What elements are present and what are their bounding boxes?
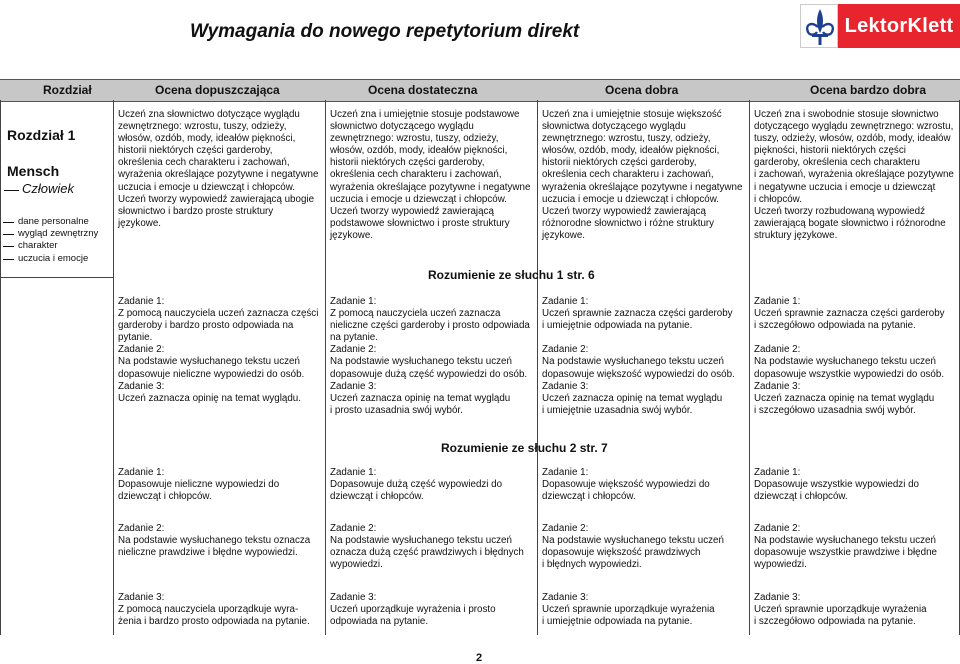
document-title: Wymagania do nowego repetytorium direkt xyxy=(190,21,580,42)
header-ocena-dostateczna: Ocena dostateczna xyxy=(368,83,478,97)
listen2-task1-dopuszczajaca: Zadanie 1: Dopasowuje nieliczne wypowiedzi do dziewcząt i chłopców. xyxy=(118,467,280,503)
chapter-subtitle: Człowiek xyxy=(22,181,75,196)
listen2-task3-dopuszczajaca: Zadanie 3: Z pomocą nauczyciela uporządkuje wyra- żenia i bardzo prosto odpowiada na pytanie. xyxy=(118,592,310,628)
section-listening-2: Rozumienie ze słuchu 2 str. 7 xyxy=(441,441,608,455)
grid-line xyxy=(113,100,114,635)
listen2-task2-dobra: Zadanie 2: Na podstawie wysłuchanego tekstu uczeń dopasowuje większość prawdziwych i błędnych wypowiedzi. xyxy=(542,523,724,571)
header-ocena-bardzo-dobra: Ocena bardzo dobra xyxy=(810,83,927,97)
lektorklett-logo xyxy=(800,4,960,48)
logo-text: LektorKlett xyxy=(838,4,960,48)
listen2-task1-dobra: Zadanie 1: Dopasowuje większość wypowiedzi do dziewcząt i chłopców. xyxy=(542,467,710,503)
header-ocena-dopuszczajaca: Ocena dopuszczająca xyxy=(155,83,280,97)
grid-line xyxy=(749,100,750,635)
listen2-task3-dostateczna: Zadanie 3: Uczeń uporządkuje wyrażenia i prosto odpowiada na pytanie. xyxy=(330,592,496,628)
grid-line xyxy=(0,277,113,278)
listen2-task1-bardzo-dobra: Zadanie 1: Dopasowuje wszystkie wypowiedzi do dziewcząt i chłopców. xyxy=(754,467,919,503)
vocab-cell-bardzo-dobra: Uczeń zna i swobodnie stosuje słownictwo dotyczącego wyglądu zewnętrznego: wzrostu, tuszy, odzieży, włosów, ozdób, mody, ideałów piękności, historii niektórych części garderoby, określenia cech charakteru i zachowań, wyrażenia określające pozytywne i negatywne uczucia i emocje u dziewcząt i chłopców. Uczeń tworzy rozbudowaną wypowiedź zawierającą bogate słownictwo i różnorodne struktury językowe. xyxy=(754,109,954,241)
listen2-task1-dostateczna: Zadanie 1: Dopasowuje dużą część wypowiedzi do dziewcząt i chłopców. xyxy=(330,467,503,503)
vocab-cell-dobra: Uczeń zna i umiejętnie stosuje większość słownictwa dotyczącego wyglądu zewnętrznego: wzrostu, tuszy, odzieży, włosów, ozdób, mody, ideałów piękności, historii niektórych części garderoby, określenia cech charakteru i zachowań, wyrażenia określające pozytywne i negatywne uczucia i emocje u dziewcząt i chłopców. Uczeń tworzy wypowiedź zawierającą różnorodne słownictwo i różne struktury językowe. xyxy=(542,109,743,241)
listen1-cell-dostateczna: Zadanie 1: Z pomocą nauczyciela uczeń zaznacza nieliczne części garderoby i prosto odpowiada na pytanie. Zadanie 2: Na podstawie wysłuchanego tekstu uczeń dopasowuje dużą część wypowiedzi do osób. Zadanie 3: Uczeń zaznacza opinię na temat wyglądu i prosto uzasadnia swój wybór. xyxy=(330,296,530,416)
grid-line xyxy=(325,100,326,635)
header-rozdzial: Rozdział xyxy=(43,83,92,97)
page-number: 2 xyxy=(476,652,483,664)
listen1-cell-dopuszczajaca: Zadanie 1: Z pomocą nauczyciela uczeń zaznacza części garderoby i bardzo prosto odpowiada na pytanie. Zadanie 2: Na podstawie wysłuchanego tekstu uczeń dopasowuje nieliczne wypowiedzi do osób. Zadanie 3: Uczeń zaznacza opinię na temat wyglądu. xyxy=(118,296,319,404)
grid-line xyxy=(0,100,1,635)
vocab-cell-dostateczna: Uczeń zna i umiejętnie stosuje podstawowe słownictwo dotyczącego wyglądu zewnętrznego: wzrostu, tuszy, odzieży, włosów, ozdób, mody, ideałów piękności, historii niektórych części garderoby, określenia cech charakteru i zachowań, wyrażenia określające pozytywne i negatywne uczucia i emocje u dziewcząt i chłopców. Uczeń tworzy wypowiedź zawierającą podstawowe słownictwo i proste struktury językowe. xyxy=(330,109,531,241)
listen2-task2-bardzo-dobra: Zadanie 2: Na podstawie wysłuchanego tekstu uczeń dopasowuje wszystkie prawdziwe i błędne wypowiedzi. xyxy=(754,523,937,571)
listen2-task3-bardzo-dobra: Zadanie 3: Uczeń sprawnie uporządkuje wyrażenia i szczegółowo odpowiada na pytanie. xyxy=(754,592,927,628)
listen1-cell-bardzo-dobra: Zadanie 1: Uczeń sprawnie zaznacza części garderoby i szczegółowo odpowiada na pytanie. Zadanie 2: Na podstawie wysłuchanego tekstu uczeń dopasowuje wszystkie wypowiedzi do osób. Zadanie 3: Uczeń zaznacza opinię na temat wyglądu i szczegółowo uzasadnia swój wybór. xyxy=(754,296,945,416)
grid-line xyxy=(537,100,538,635)
topic-item: dane personalne xyxy=(18,216,98,228)
topic-item: charakter xyxy=(18,240,98,252)
listen1-cell-dobra: Zadanie 1: Uczeń sprawnie zaznacza części garderoby i umiejętnie odpowiada na pytanie. Zadanie 2: Na podstawie wysłuchanego tekstu uczeń dopasowuje większość wypowiedzi do osób. Zadanie 3: Uczeń zaznacza opinię na temat wyglądu i umiejętnie uzasadnia swój wybór. xyxy=(542,296,735,416)
vocab-cell-dopuszczajaca: Uczeń zna słownictwo dotyczące wyglądu zewnętrznego: wzrostu, tuszy, odzieży, włosów, ozdób, mody, ideałów piękności, historii niektórych części garderoby, określenia cech charakteru i zachowań, wyrażenia określające pozytywne i negatywne uczucia i emocje u dziewcząt i chłopców. Uczeń tworzy wypowiedź zawierającą ubogie słownictwo i bardzo proste struktury językowe. xyxy=(118,109,319,229)
listen2-task3-dobra: Zadanie 3: Uczeń sprawnie uporządkuje wyrażenia i umiejętnie odpowiada na pytanie. xyxy=(542,592,715,628)
dash-mark xyxy=(4,190,19,191)
topic-list xyxy=(18,216,98,265)
topic-item: wygląd zewnętrzny xyxy=(18,228,98,240)
listen2-task2-dostateczna: Zadanie 2: Na podstawie wysłuchanego tekstu uczeń oznacza dużą część prawdziwych i błędnych wypowiedzi. xyxy=(330,523,524,571)
table-header xyxy=(0,79,960,102)
fleur-de-lis-icon xyxy=(800,4,838,48)
listen2-task2-dopuszczajaca: Zadanie 2: Na podstawie wysłuchanego tekstu oznacza nieliczne prawdziwe i błędne wypowiedzi. xyxy=(118,523,311,559)
header-ocena-dobra: Ocena dobra xyxy=(605,83,679,97)
section-listening-1: Rozumienie ze słuchu 1 str. 6 xyxy=(428,268,595,282)
topic-item: uczucia i emocje xyxy=(18,253,98,265)
chapter-title: Rozdział 1 xyxy=(7,127,76,143)
chapter-name: Mensch xyxy=(7,163,60,179)
